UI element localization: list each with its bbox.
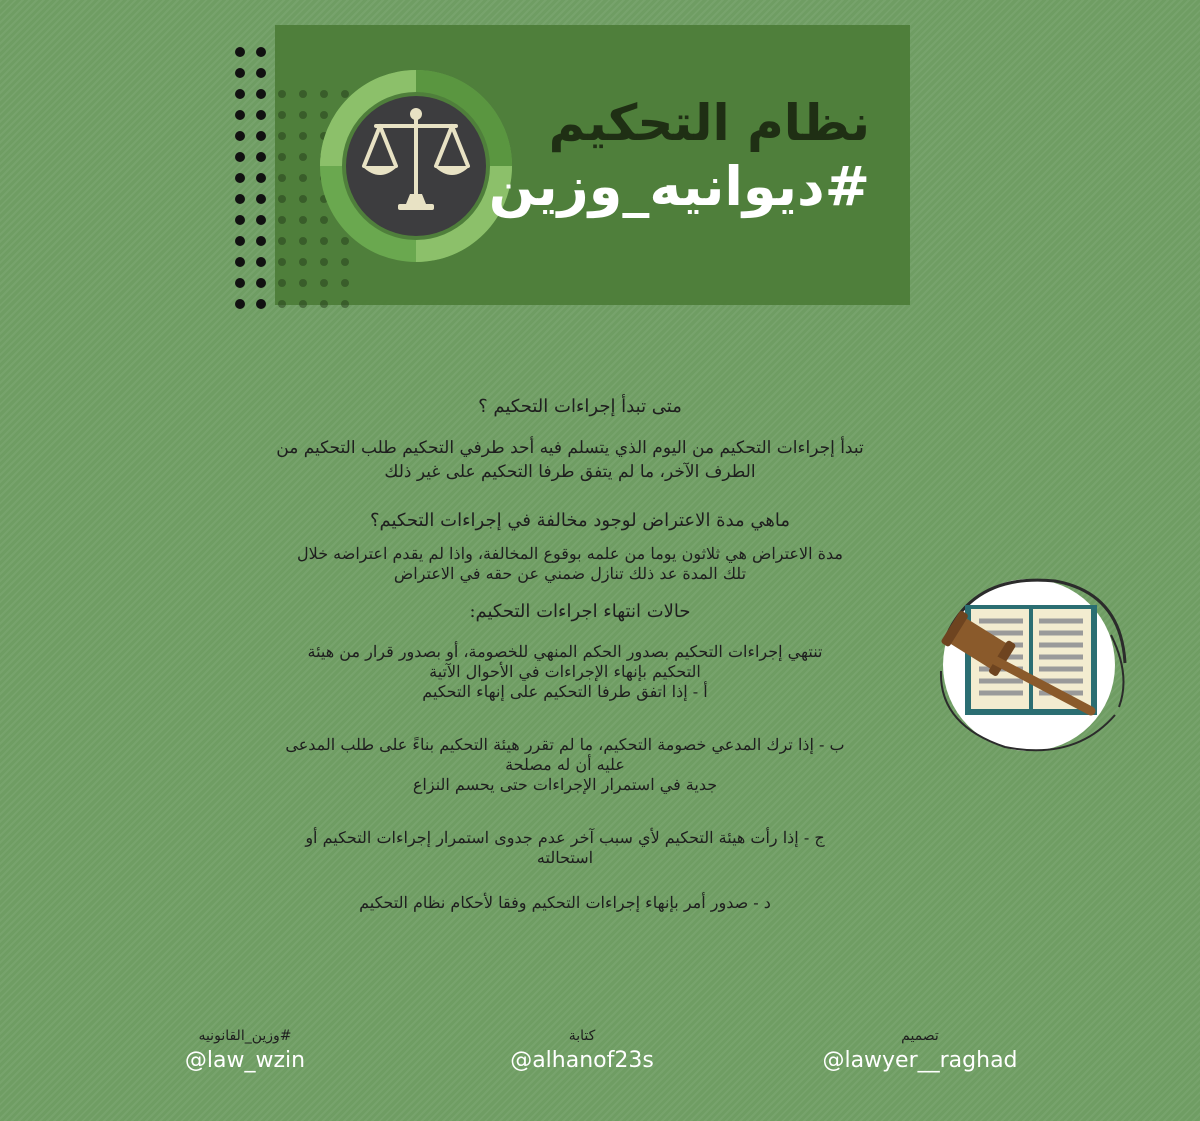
answer-line: ب - إذا ترك المدعي خصومة التحكيم، ما لم تقرر هيئة التحكيم بناءً على طلب المدعى — [285, 735, 845, 754]
decorative-dot — [235, 194, 245, 204]
decorative-dot — [278, 90, 286, 98]
decorative-dot — [235, 152, 245, 162]
decorative-dot — [235, 47, 245, 57]
decorative-dot — [278, 132, 286, 140]
answer-line: عليه أن له مصلحة — [505, 755, 625, 774]
decorative-dot — [256, 215, 266, 225]
decorative-dot — [299, 258, 307, 266]
credit-handle[interactable]: @lawyer__raghad — [822, 1048, 1018, 1073]
decorative-dot — [256, 47, 266, 57]
decorative-dot — [256, 68, 266, 78]
page-title: نظام التحكيم — [548, 94, 870, 152]
answer-line: جدية في استمرار الإجراءات حتى يحسم النزاع — [412, 775, 718, 794]
decorative-dot — [235, 131, 245, 141]
decorative-dot — [299, 195, 307, 203]
decorative-dot — [235, 236, 245, 246]
answer-objection-period — [255, 544, 885, 584]
decorative-dot — [235, 173, 245, 183]
title-block — [488, 92, 870, 220]
decorative-dot — [341, 279, 349, 287]
decorative-dot — [299, 132, 307, 140]
decorative-dot — [278, 258, 286, 266]
decorative-dot — [256, 89, 266, 99]
answer-line: مدة الاعتراض هي ثلاثون يوما من علمه بوقوع المخالفة، واذا لم يقدم اعتراضه خلال — [297, 544, 843, 563]
credit-handle[interactable]: @law_wzin — [184, 1048, 306, 1073]
answer-line: تبدأ إجراءات التحكيم من اليوم الذي يتسلم فيه أحد طرفي التحكيم طلب التحكيم من — [276, 438, 864, 458]
decorative-dot — [235, 257, 245, 267]
answer-termination-intro — [250, 642, 880, 702]
decorative-dot — [341, 300, 349, 308]
decorative-dot — [256, 299, 266, 309]
answer-line: الطرف الآخر، ما لم يتفق طرفا التحكيم على غير ذلك — [384, 462, 756, 482]
decorative-dot — [256, 257, 266, 267]
credit-label: كتابة — [568, 1028, 596, 1044]
decorative-dot — [235, 299, 245, 309]
answer-termination-c — [250, 828, 880, 868]
answer-line: تنتهي إجراءات التحكيم بصدور الحكم المنهي للخصومة، أو بصدور قرار من هيئة — [307, 642, 823, 661]
decorative-dot — [278, 174, 286, 182]
decorative-dot — [278, 300, 286, 308]
answer-termination-d — [250, 893, 880, 913]
credit-account — [95, 1028, 395, 1073]
decorative-dot — [299, 90, 307, 98]
decorative-dot — [256, 173, 266, 183]
answer-start-of-proceedings — [265, 436, 875, 484]
decorative-dot — [256, 152, 266, 162]
answer-line: التحكيم بإنهاء الإجراءات في الأحوال الآتية — [429, 662, 701, 681]
decorative-dot — [299, 153, 307, 161]
decorative-dot — [256, 236, 266, 246]
decorative-dot — [256, 131, 266, 141]
credit-label: #وزين_القانونيه — [198, 1028, 292, 1044]
decorative-dot — [278, 216, 286, 224]
decorative-dot — [299, 174, 307, 182]
decorative-dot — [299, 300, 307, 308]
decorative-dot — [278, 153, 286, 161]
credit-handle[interactable]: @alhanof23s — [510, 1048, 654, 1073]
decorative-dot — [256, 110, 266, 120]
answer-line: أ - إذا اتفق طرفا التحكيم على إنهاء التحكيم — [422, 682, 708, 701]
decorative-dot — [320, 300, 328, 308]
decorative-dot — [299, 111, 307, 119]
decorative-dot — [299, 237, 307, 245]
answer-termination-b — [250, 735, 880, 795]
hashtag-title: #ديوانيه_وزين — [488, 155, 870, 218]
scales-of-justice-icon — [318, 68, 514, 264]
decorative-dot — [235, 68, 245, 78]
answer-line: استحالته — [536, 848, 594, 867]
decorative-dot — [235, 110, 245, 120]
decorative-dot — [278, 279, 286, 287]
question-termination-cases: حالات انتهاء اجراءات التحكيم: — [469, 601, 691, 622]
decorative-dot — [278, 237, 286, 245]
answer-line: ج - إذا رأت هيئة التحكيم لأي سبب آخر عدم جدوى استمرار إجراءات التحكيم أو — [305, 828, 825, 847]
credit-label: تصميم — [901, 1028, 939, 1044]
decorative-dot — [320, 279, 328, 287]
credit-designer — [770, 1028, 1070, 1073]
question-objection-period: ماهي مدة الاعتراض لوجود مخالفة في إجراءات التحكيم؟ — [369, 510, 791, 531]
decorative-dot — [235, 89, 245, 99]
decorative-dot — [256, 278, 266, 288]
decorative-dot — [256, 194, 266, 204]
gavel-book-icon — [925, 575, 1135, 755]
answer-line: تلك المدة عد ذلك تنازل ضمني عن حقه في الاعتراض — [393, 564, 747, 583]
decorative-dot — [299, 216, 307, 224]
decorative-dot — [235, 215, 245, 225]
decorative-dot — [299, 279, 307, 287]
decorative-dot — [278, 111, 286, 119]
decorative-dot — [235, 278, 245, 288]
credit-writer — [432, 1028, 732, 1073]
decorative-dot — [278, 195, 286, 203]
question-start-of-proceedings: متى تبدأ إجراءات التحكيم ؟ — [478, 396, 682, 417]
answer-line: د - صدور أمر بإنهاء إجراءات التحكيم وفقا لأحكام نظام التحكيم — [359, 893, 771, 912]
